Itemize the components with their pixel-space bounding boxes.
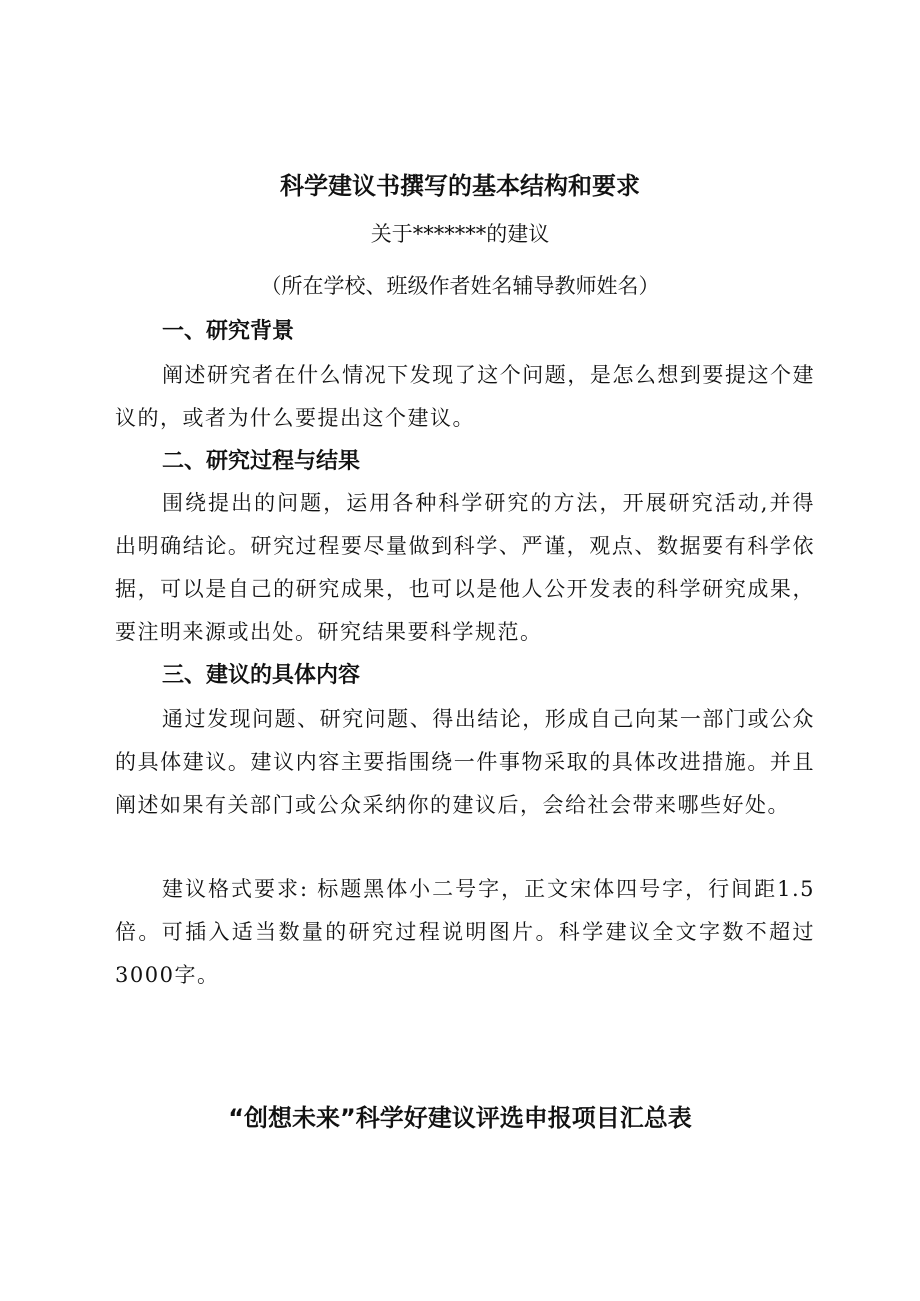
section-heading-background: 一、研究背景 [162, 319, 295, 344]
section-heading-content: 三、建议的具体内容 [162, 663, 361, 688]
section-paragraph-content: 通过发现问题、研究问题、得出结论，形成自己向某一部门或公众的具体建议。建议内容主要指围绕一件事物采取的具体改进措施。并且阐述如果有关部门或公众采纳你的建议后，会给社会带来哪些好处。 [115, 707, 815, 817]
table-title: “创想未来”科学好建议评选申报项目汇总表 [228, 1104, 692, 1132]
section-heading-process: 二、研究过程与结果 [162, 449, 361, 474]
format-note: 建议格式要求: 标题黑体小二号字，正文宋体四号字，行间距1.5倍。可插入适当数量的研究过程说明图片。科学建议全文字数不超过3000字。 [115, 877, 815, 987]
section-paragraph-process: 围绕提出的问题，运用各种科学研究的方法，开展研究活动,并得出明确结论。研究过程要尽量做到科学、严谨，观点、数据要有科学依据，可以是自己的研究成果，也可以是他人公开发表的科学研究成果，要注明来源或出处。研究结果要科学规范。 [115, 491, 815, 644]
section-paragraph-background: 阐述研究者在什么情况下发现了这个问题，是怎么想到要提这个建议的，或者为什么要提出这个建议。 [115, 363, 815, 430]
document-subtitle: 关于*******的建议 [370, 222, 550, 246]
document-title: 科学建议书撰写的基本结构和要求 [280, 172, 640, 200]
authors-line: （所在学校、班级作者姓名辅导教师姓名） [260, 274, 660, 298]
